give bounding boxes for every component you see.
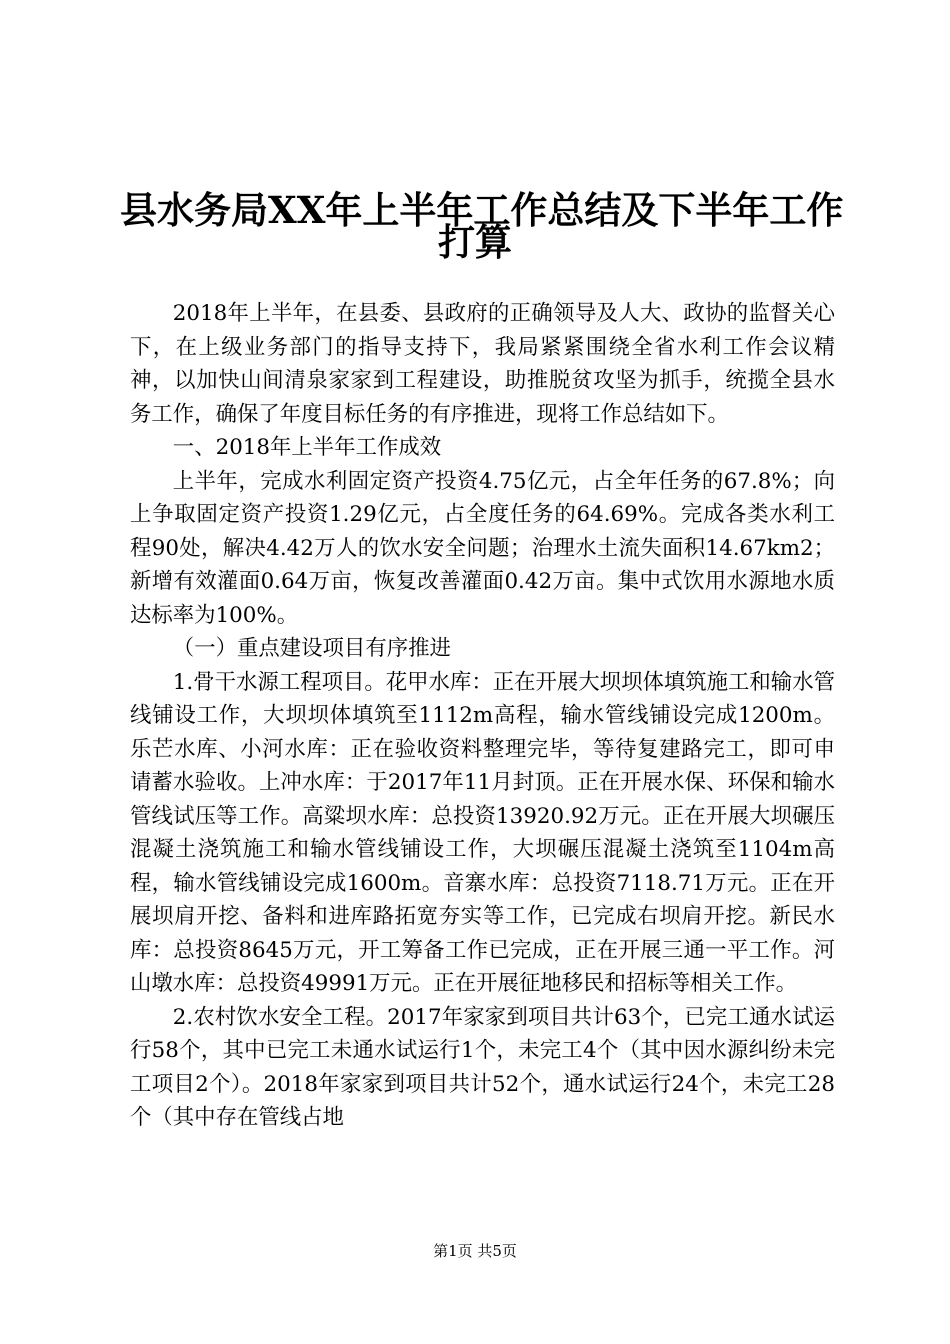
achievements-paragraph: 上半年，完成水利固定资产投资4.75亿元，占全年任务的67.8%；向上争取固定资产投资1.29亿元，占全度任务的64.69%。完成各类水利工程90处，解决4.42万人的饮水安全问题；治理水土流失面积14.67km2；新增有效灌面0.64万亩，恢复改善灌面0.42万亩。集中式饮用水源地水质达标率为100%。 (130, 468, 835, 628)
document-body (130, 297, 835, 1135)
section-heading: 一、2018年上半年工作成效 (172, 435, 442, 460)
page-footer: 第1页 共5页 (433, 1242, 517, 1260)
subsection-heading: （一）重点建设项目有序推进 (172, 636, 451, 661)
document-title-line-1: 县水务局XX年上半年工作总结及下半年工作 (120, 188, 844, 232)
intro-paragraph: 2018年上半年，在县委、县政府的正确领导及人大、政协的监督关心下，在上级业务部门的指导支持下，我局紧紧围绕全省水利工作会议精神，以加快山间清泉家家到工程建设，助推脱贫攻坚为抓手，统揽全县水务工作，确保了年度目标任务的有序推进，现将工作总结如下。 (130, 301, 835, 427)
reservoir-projects-paragraph: 1.骨干水源工程项目。花甲水库：正在开展大坝坝体填筑施工和输水管线铺设工作，大坝坝体填筑至1112m高程，输水管线铺设完成1200m。乐芒水库、小河水库：正在验收资料整理完毕，等待复建路完工，即可申请蓄水验收。上冲水库：于2017年11月封顶。正在开展水保、环保和输水管线试压等工作。高粱坝水库：总投资13920.92万元。正在开展大坝碾压混凝土浇筑施工和输水管线铺设工作，大坝碾压混凝土浇筑至1104m高程，输水管线铺设完成1600m。音寨水库：总投资7118.71万元。正在开展坝肩开挖、备料和进库路拓宽夯实等工作，已完成右坝肩开挖。新民水库：总投资8645万元，开工筹备工作已完成，正在开展三通一平工作。河山墩水库：总投资49991万元。正在开展征地移民和招标等相关工作。 (130, 669, 835, 996)
rural-water-paragraph: 2.农村饮水安全工程。2017年家家到项目共计63个，已完工通水试运行58个，其中已完工未通水试运行1个，未完工4个（其中因水源纠纷未完工项目2个）。2018年家家到项目共计52个，通水试运行24个，未完工28个（其中存在管线占地 (130, 1004, 835, 1130)
document-title-line-2: 打算 (438, 220, 512, 264)
